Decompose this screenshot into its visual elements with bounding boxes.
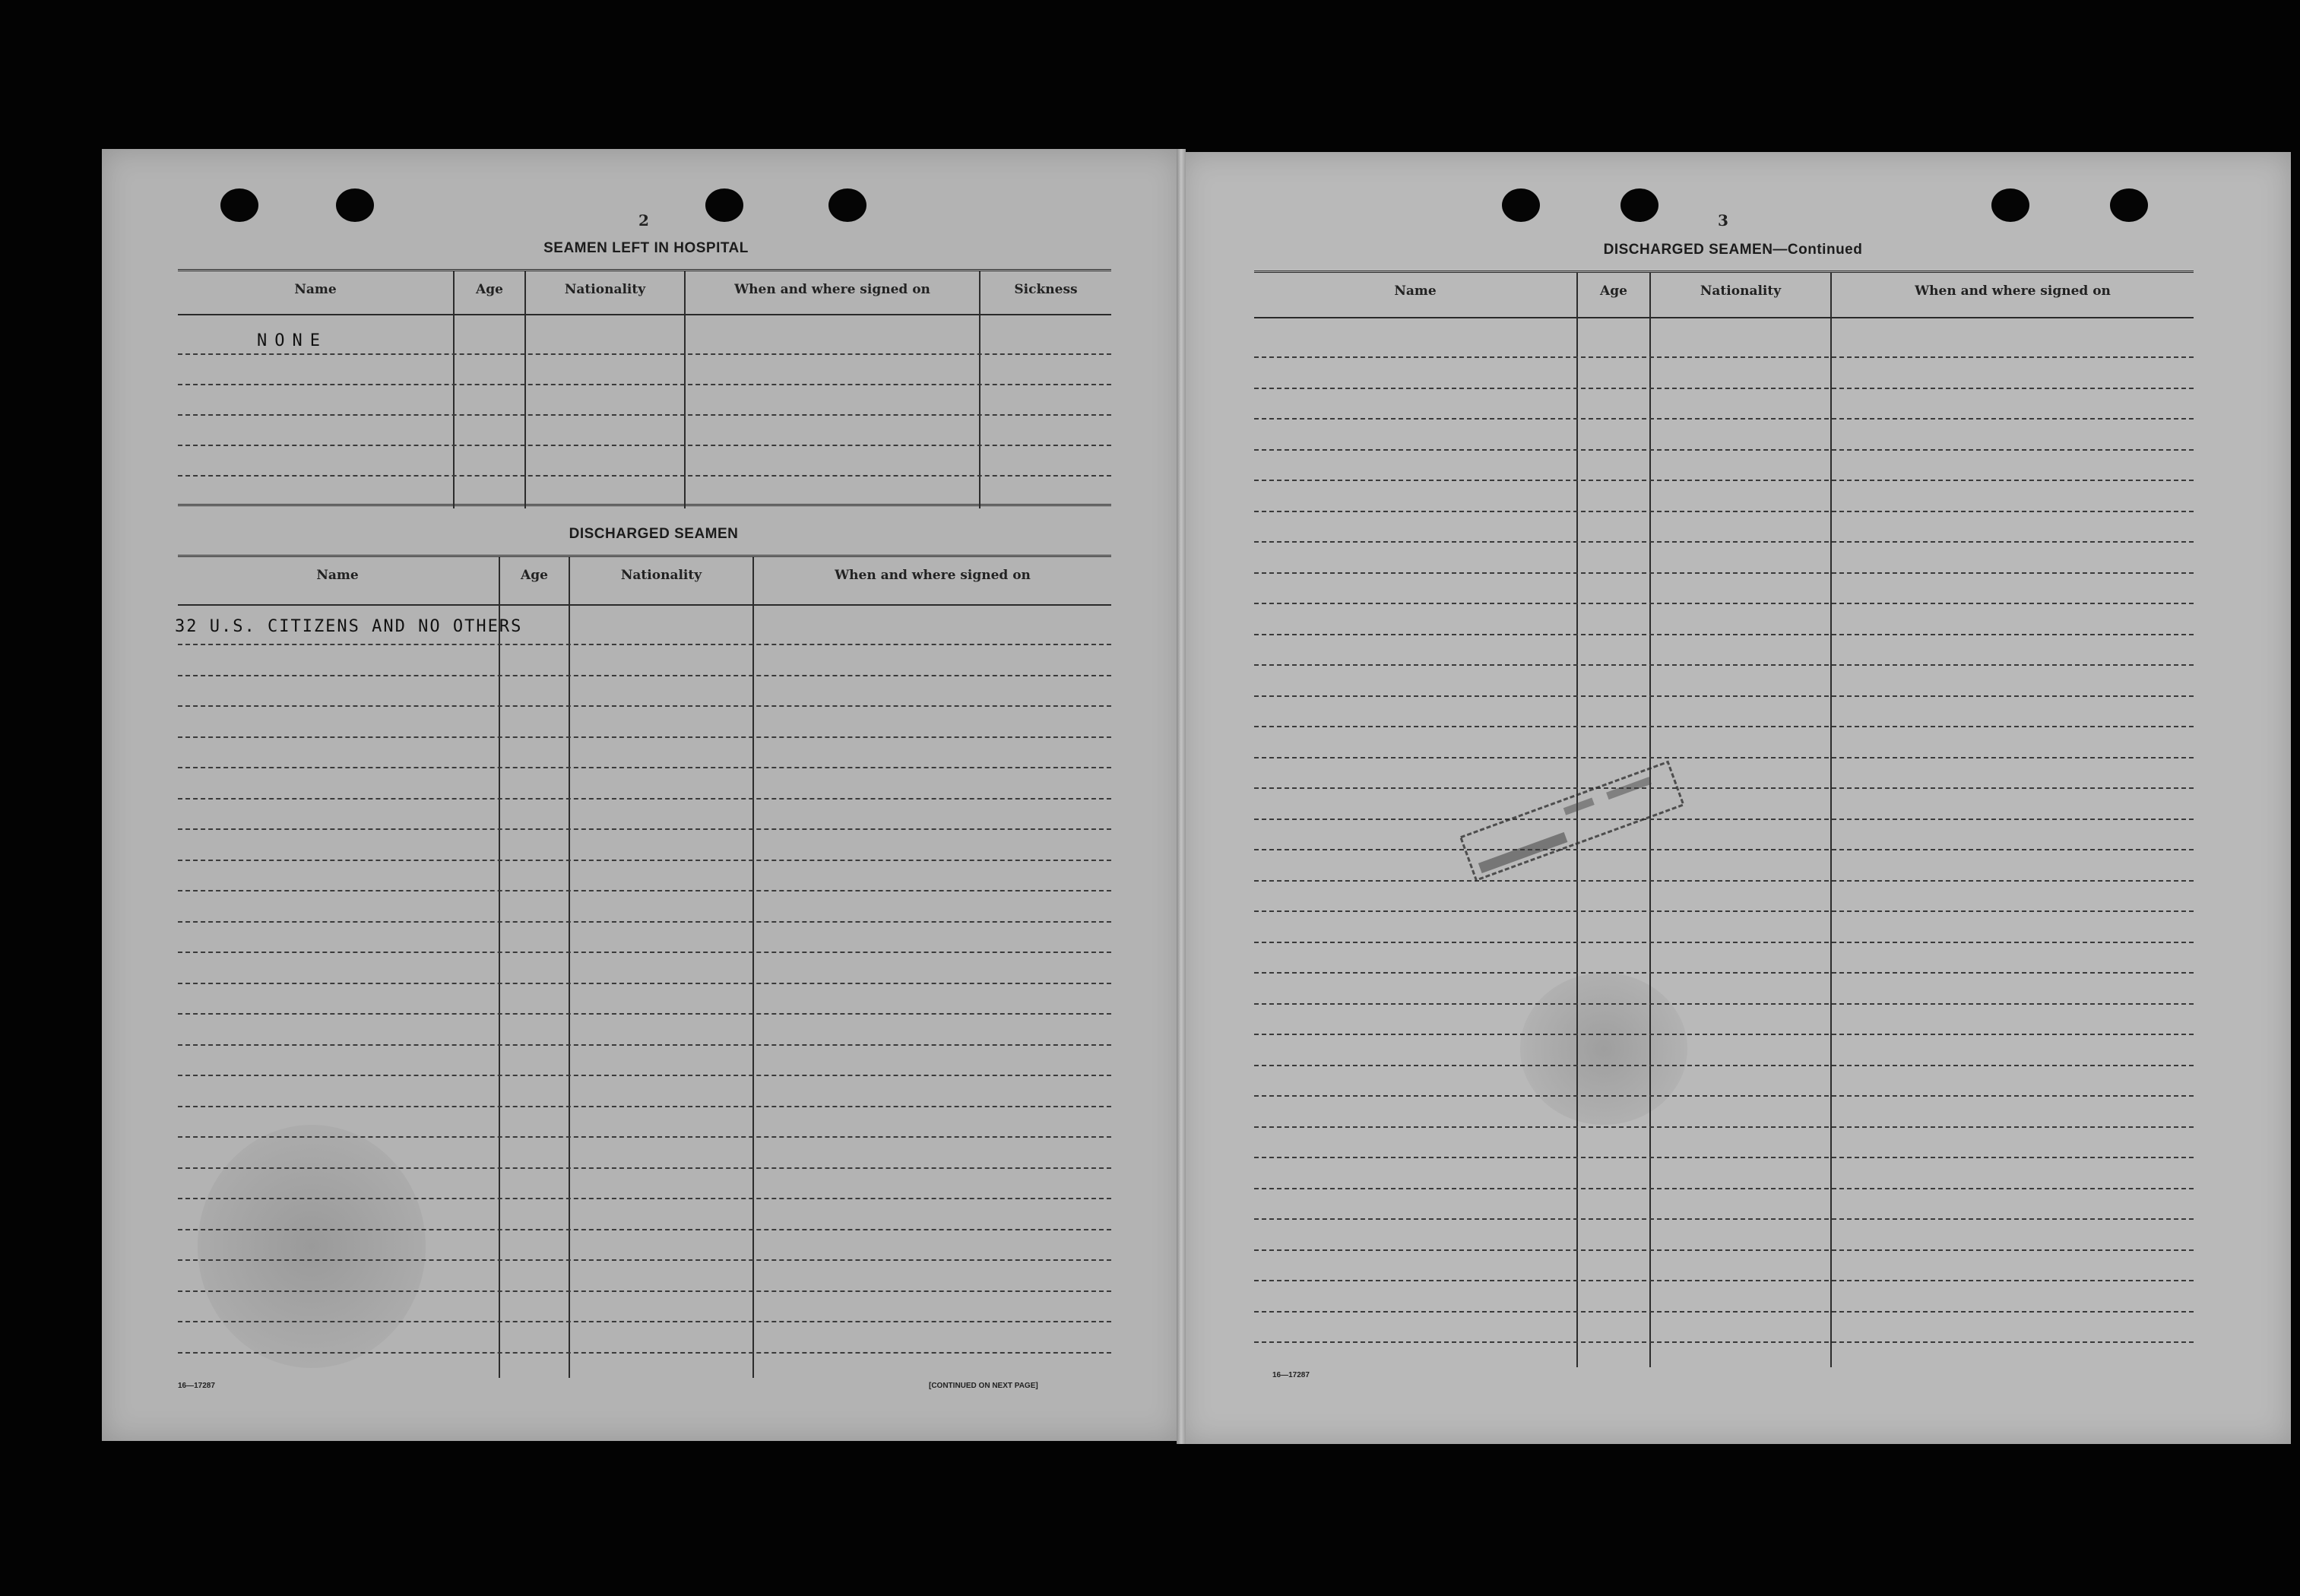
ruled-line (1254, 819, 2194, 820)
ruled-line (178, 1136, 1111, 1138)
hospital-entry: NONE (257, 331, 328, 350)
ruled-line (1254, 511, 2194, 512)
punch-hole (1620, 188, 1658, 222)
col-head-nationality: Nationality (1700, 283, 1782, 299)
col-head-age: Age (521, 568, 548, 583)
page-fold (1177, 149, 1186, 1444)
ruled-line (1254, 541, 2194, 543)
ruled-line (178, 890, 1111, 891)
ruled-line (178, 414, 1111, 416)
continued-note: [CONTINUED ON NEXT PAGE] (929, 1382, 1038, 1390)
ruled-line (178, 1290, 1111, 1292)
ruled-line (1254, 910, 2194, 912)
column-divider (569, 557, 570, 1378)
ruled-line (1254, 1126, 2194, 1128)
ruled-line (1254, 726, 2194, 727)
col-head-age: Age (1600, 283, 1627, 299)
discharged-continued-table (1254, 271, 2194, 1367)
ruled-line (1254, 356, 2194, 358)
punch-hole (705, 188, 743, 222)
ruled-line (178, 1198, 1111, 1199)
ruled-line (178, 1259, 1111, 1261)
form-number-left: 16—17287 (178, 1382, 215, 1390)
ruled-line (1254, 418, 2194, 420)
col-head-name: Name (1394, 283, 1437, 299)
column-divider (499, 557, 500, 1378)
ruled-line (178, 475, 1111, 477)
ruled-line (1254, 1034, 2194, 1035)
discharged-continued-title: DISCHARGED SEAMEN—Continued (1603, 242, 1863, 258)
ruled-line (1254, 1218, 2194, 1220)
ruled-line (178, 675, 1111, 676)
col-head-nationality: Nationality (564, 282, 646, 297)
punch-hole (828, 188, 866, 222)
ruled-line (1254, 1280, 2194, 1281)
ruled-line (178, 1321, 1111, 1322)
ruled-line (178, 1106, 1111, 1107)
ruled-line (178, 644, 1111, 645)
page-number-right: 3 (1718, 211, 1728, 230)
hospital-table (178, 269, 1111, 513)
punch-hole (336, 188, 374, 222)
ruled-line (1254, 1095, 2194, 1097)
ruled-line (178, 445, 1111, 446)
ruled-line (178, 1013, 1111, 1015)
column-divider (524, 271, 526, 508)
ruled-line (1254, 1157, 2194, 1158)
ruled-line (1254, 603, 2194, 604)
ruled-line (1254, 757, 2194, 758)
page-number-left: 2 (638, 211, 649, 230)
ruled-line (178, 983, 1111, 984)
ruled-line (178, 1167, 1111, 1169)
ruled-line (1254, 880, 2194, 882)
punch-hole (2110, 188, 2148, 222)
ruled-line (1254, 942, 2194, 943)
ruled-line (1254, 634, 2194, 635)
ruled-line (1254, 972, 2194, 974)
hospital-section-title: SEAMEN LEFT IN HOSPITAL (543, 240, 749, 256)
discharged-entry: 32 U.S. CITIZENS AND NO OTHERS (175, 617, 523, 636)
ruled-line (178, 384, 1111, 385)
ruled-line (1254, 388, 2194, 389)
ruled-line (1254, 664, 2194, 666)
col-head-nationality: Nationality (620, 568, 702, 583)
ruled-line (178, 828, 1111, 830)
column-divider (684, 271, 686, 508)
ruled-line (178, 860, 1111, 861)
col-head-name: Name (294, 282, 337, 297)
ruled-line (1254, 849, 2194, 850)
ruled-line (1254, 1341, 2194, 1343)
col-head-signed-on: When and where signed on (734, 282, 930, 297)
ruled-line (178, 353, 1111, 355)
col-head-name: Name (316, 568, 359, 583)
ruled-line (178, 1229, 1111, 1230)
discharged-section-title: DISCHARGED SEAMEN (569, 526, 739, 542)
ruled-line (178, 1352, 1111, 1354)
column-divider (1830, 273, 1832, 1367)
ruled-line (1254, 1003, 2194, 1005)
ruled-line (1254, 449, 2194, 451)
col-head-age: Age (476, 282, 503, 297)
ruled-line (178, 921, 1111, 923)
col-head-signed-on: When and where signed on (835, 568, 1031, 583)
ruled-line (1254, 1065, 2194, 1066)
ruled-line (178, 705, 1111, 707)
ruled-line (1254, 1311, 2194, 1313)
ruled-line (178, 767, 1111, 768)
discharged-table (178, 555, 1111, 1378)
ruled-line (1254, 480, 2194, 481)
form-number-right: 16—17287 (1272, 1371, 1310, 1379)
ruled-line (178, 952, 1111, 953)
ruled-line (178, 1044, 1111, 1046)
column-divider (979, 271, 981, 508)
table-bottom-rule (178, 504, 1111, 506)
ruled-line (1254, 1188, 2194, 1189)
ruled-line (178, 736, 1111, 738)
ruled-line (178, 1075, 1111, 1076)
column-divider (752, 557, 754, 1378)
column-divider (453, 271, 455, 508)
ruled-line (1254, 695, 2194, 697)
ruled-line (1254, 787, 2194, 789)
ruled-line (178, 798, 1111, 800)
col-head-signed-on: When and where signed on (1915, 283, 2111, 299)
ruled-line (1254, 572, 2194, 574)
punch-hole (1991, 188, 2029, 222)
ruled-line (1254, 1249, 2194, 1251)
col-head-sickness: Sickness (1014, 282, 1078, 297)
punch-hole (220, 188, 258, 222)
punch-hole (1502, 188, 1540, 222)
